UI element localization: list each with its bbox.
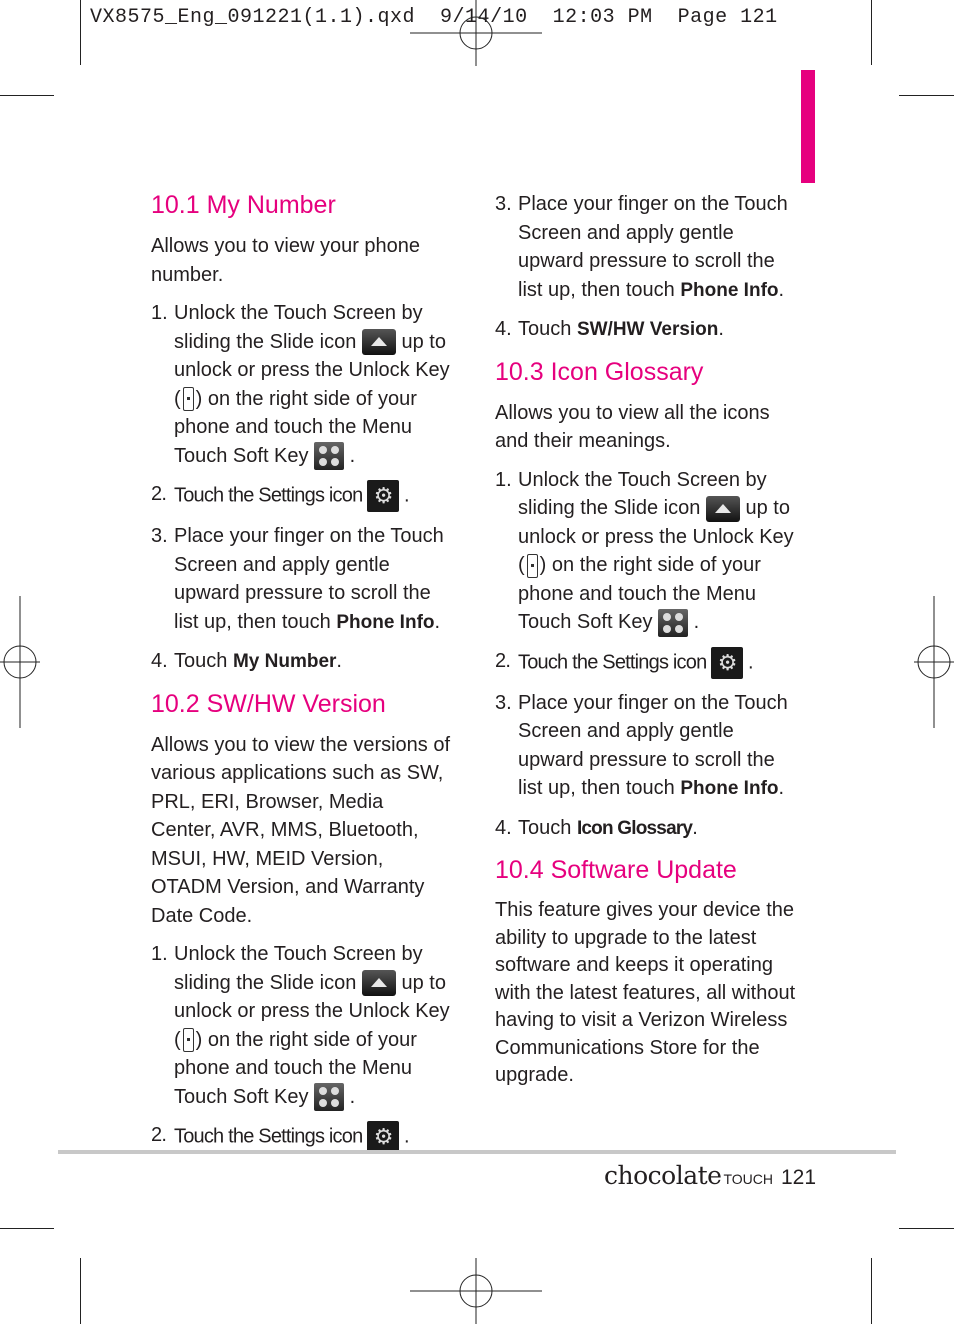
menu-soft-key-icon — [658, 609, 688, 637]
crop-mark — [899, 1228, 954, 1229]
unlock-key-icon — [183, 1028, 194, 1052]
heading-sw-hw-version: 10.2 SW/HW Version — [151, 689, 386, 718]
intro-my-number: Allows you to view your phone number. — [151, 235, 421, 286]
step-3: 3. Place your finger on the Touch Screen and apply gentle upward pressure to scroll the list up, then touch Phone Info. — [495, 691, 788, 800]
section-tab-bar — [801, 70, 815, 183]
unlock-key-icon — [183, 387, 194, 411]
heading-my-number: 10.1 My Number — [151, 191, 336, 219]
unlock-key-icon — [527, 554, 538, 578]
step-3: 3. Place your finger on the Touch Screen and apply gentle upward pressure to scroll the list up, then touch Phone Info. — [151, 525, 444, 633]
print-slug: VX8575_Eng_091221(1.1).qxd 9/14/10 12:03 PM Page 121 — [90, 6, 778, 29]
brand-logo: chocolate — [604, 1161, 722, 1190]
step-4: 4. Touch My Number. — [151, 650, 342, 673]
slide-up-icon — [362, 970, 396, 996]
registration-mark-left — [0, 596, 40, 728]
slide-up-icon — [362, 329, 396, 355]
step-2: 2. Touch the Settings icon ⚙ . — [151, 1121, 451, 1153]
crop-mark — [80, 1258, 81, 1324]
crop-mark — [0, 1228, 54, 1229]
page-number: 121 — [780, 1166, 817, 1189]
step-4: 4. Touch SW/HW Version. — [495, 318, 724, 340]
crop-mark — [871, 0, 872, 65]
steps-sw-hw-version — [151, 940, 451, 1153]
registration-mark-top — [410, 0, 542, 66]
settings-gear-icon: ⚙ — [367, 1121, 399, 1153]
footer-rule — [58, 1150, 896, 1154]
crop-mark — [871, 1258, 872, 1324]
crop-mark — [0, 95, 54, 96]
registration-mark-right — [914, 596, 954, 728]
steps-icon-glossary — [495, 466, 797, 844]
steps-sw-hw-version-continued — [495, 190, 797, 345]
crop-mark — [80, 0, 81, 65]
menu-soft-key-icon — [314, 1083, 344, 1111]
heading-software-update: 10.4 Software Update — [495, 856, 737, 885]
step-2: 2. Touch the Settings icon ⚙ . — [151, 480, 451, 512]
steps-my-number — [151, 299, 451, 677]
step-1: 1. Unlock the Touch Screen by sliding the Slide icon up to unlock or press the Unlock Key ( ) on the right side of your phone and touch the Menu Touch Soft Key . — [151, 299, 451, 470]
step-3: 3. Place your finger on the Touch Screen and apply gentle upward pressure to scroll the list up, then touch Phone Info. — [495, 193, 788, 301]
settings-gear-icon: ⚙ — [711, 647, 743, 679]
brand-subtitle: TOUCH — [723, 1171, 773, 1187]
footer — [604, 1161, 816, 1190]
registration-mark-bottom — [410, 1258, 542, 1324]
menu-soft-key-icon — [314, 442, 344, 470]
settings-gear-icon: ⚙ — [367, 480, 399, 512]
heading-icon-glossary: 10.3 Icon Glossary — [495, 357, 704, 386]
left-column — [151, 190, 451, 1163]
step-1: 1. Unlock the Touch Screen by sliding the Slide icon up to unlock or press the Unlock Key ( ) on the right side of your phone and touch the Menu Touch Soft Key . — [151, 940, 451, 1111]
right-column — [495, 190, 797, 1100]
step-1: 1. Unlock the Touch Screen by sliding the Slide icon up to unlock or press the Unlock Key ( ) on the right side of your phone and touch the Menu Touch Soft Key . — [495, 466, 797, 637]
intro-icon-glossary: Allows you to view all the icons and their meanings. — [495, 401, 770, 452]
step-2: 2. Touch the Settings icon ⚙ . — [495, 647, 797, 679]
intro-software-update: This feature gives your device the ability to upgrade to the latest software and keeps it operating with the latest features, all without having to visit a Verizon Wireless Communications Store for the upgrade. — [495, 899, 796, 1087]
step-4: 4. Touch Icon Glossary. — [495, 816, 698, 839]
crop-mark — [899, 95, 954, 96]
intro-sw-hw-version: Allows you to view the versions of various applications such as SW, PRL, ERI, Browser, Media Center, AVR, MMS, Bluetooth, MSUI, HW, MEID Version, OTADM Version, and Warranty Date Code. — [151, 733, 451, 927]
slide-up-icon — [706, 496, 740, 522]
